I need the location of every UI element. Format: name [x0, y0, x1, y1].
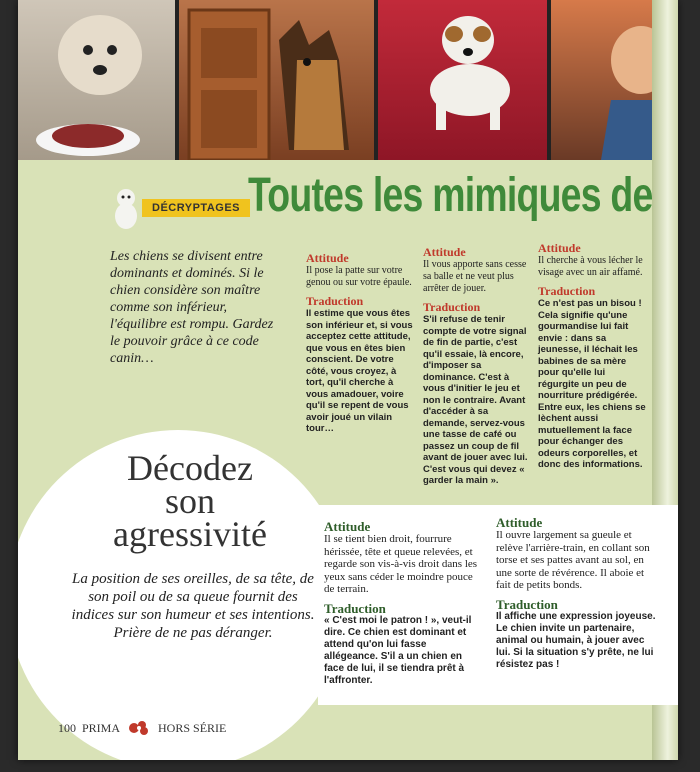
section-title-line-2: son [164, 481, 215, 521]
attitude-text: Il vous apporte sans cesse sa balle et ne veut plus arrêter de jouer. [423, 259, 527, 294]
small-dog-icon [110, 186, 142, 230]
attitude-label: Attitude [306, 251, 349, 265]
terrier-dog-icon [378, 0, 547, 160]
dog-with-steak-icon [18, 0, 175, 160]
traduction-label: Traduction [306, 294, 364, 308]
page-footer [58, 720, 226, 736]
page-number: 100 [58, 720, 76, 735]
intro-text: Les chiens se divisent entre dominants et dominés. Si le chien considère son maître comme son inférieur, l'équilibre est rompu. Gardez le pouvoir grâce à ce code canin… [110, 249, 274, 366]
page-title: Toutes les mimiques de [248, 169, 653, 222]
shepherd-dog-icon [179, 0, 374, 160]
traduction-label: Traduction [496, 596, 558, 612]
traduction-text: Ce n'est pas un bisou ! Cela signifie qu'une gourmandise lui fait envie : dans sa jeunesse, il léchait les babines de sa mère pour qu'elle lui régurgite un peu de nourriture prédigérée. Entre eux, les chiens se lèchent aussi mutuellement la face pour échanger des odeurs corporelles, et donc des informations. [538, 298, 646, 470]
attitude-column-3 [538, 242, 646, 471]
category-badge [110, 186, 250, 230]
terrier-on-sofa-photo [378, 0, 547, 160]
section-title [70, 448, 310, 554]
attitude-label: Attitude [538, 241, 581, 255]
aggression-column-2 [496, 516, 658, 671]
edition-label: HORS SÉRIE [158, 720, 227, 735]
traduction-label: Traduction [538, 284, 596, 298]
aggression-column-1 [324, 520, 482, 687]
attitude-text: Il se tient bien droit, fourrure hérissée, tête et queue relevées, et regarde son vis-à-vis droit dans les yeux sans céder le moindre pouce de terrain. [324, 533, 478, 595]
section-intro: La position de ses oreilles, de sa tête, de son poil ou de sa queue fournit des indices sur son humeur et ses intentions. Prière de ne pas déranger. [71, 571, 315, 641]
traduction-text: Il affiche une expression joyeuse. Le chien invite un partenaire, animal ou humain, à jouer avec lui. Si la situation s'y prête, ne lui résistez pas ! [496, 610, 656, 670]
attitude-label: Attitude [496, 515, 543, 530]
dog-with-steak-photo [18, 0, 175, 160]
attitude-label: Attitude [324, 519, 371, 534]
traduction-label: Traduction [324, 600, 386, 616]
traduction-text: « C'est moi le patron ! », veut-il dire. Ce chien est dominant et attend qu'on lui fasse allégeance. S'il a un chien en face de lui, il se tiendra prêt à l'affronter. [324, 614, 472, 686]
section-title-line-1: Décodez [127, 448, 253, 488]
traduction-text: Il estime que vous êtes son inférieur et, si vous acceptez cette attitude, que vous en êtes bien conscient. De votre côté, vous croyez, à tort, qu'il cherche à vous amadouer, voire qu'il se repent de vous avoir joué un vilain tour… [306, 308, 413, 434]
attitude-column-1 [306, 252, 416, 435]
attitude-text: Il cherche à vous lécher le visage avec un air affamé. [538, 255, 643, 278]
magazine-page [18, 0, 678, 760]
section-title-line-3: agressivité [113, 514, 267, 554]
traduction-text: S'il refuse de tenir compte de votre signal de fin de partie, c'est qu'il essaie, là encore, d'imposer sa dominance. C'est à vous d'initier le jeu et non le contraire. Avant d'accéder à sa demande, servez-vous une tasse de café ou passez un coup de fil avant de jouer avec lui. C'est vous qui devez « garder la main ». [423, 314, 528, 486]
attitude-text: Il pose la patte sur votre genou ou sur votre épaule. [306, 265, 412, 288]
attitude-text: Il ouvre largement sa gueule et relève l'arrière-train, en collant son torse et ses pattes avant au sol, en une sorte de révérence. Il aboie et fait de petits bonds. [496, 529, 650, 591]
shepherd-at-door-photo [179, 0, 374, 160]
flower-logo-icon [126, 720, 152, 736]
traduction-label: Traduction [423, 300, 481, 314]
attitude-label: Attitude [423, 245, 466, 259]
photo-strip [18, 0, 678, 160]
brand-name: PRIMA [82, 720, 121, 735]
badge-label: DÉCRYPTAGES [142, 199, 250, 217]
attitude-column-2 [423, 246, 531, 487]
